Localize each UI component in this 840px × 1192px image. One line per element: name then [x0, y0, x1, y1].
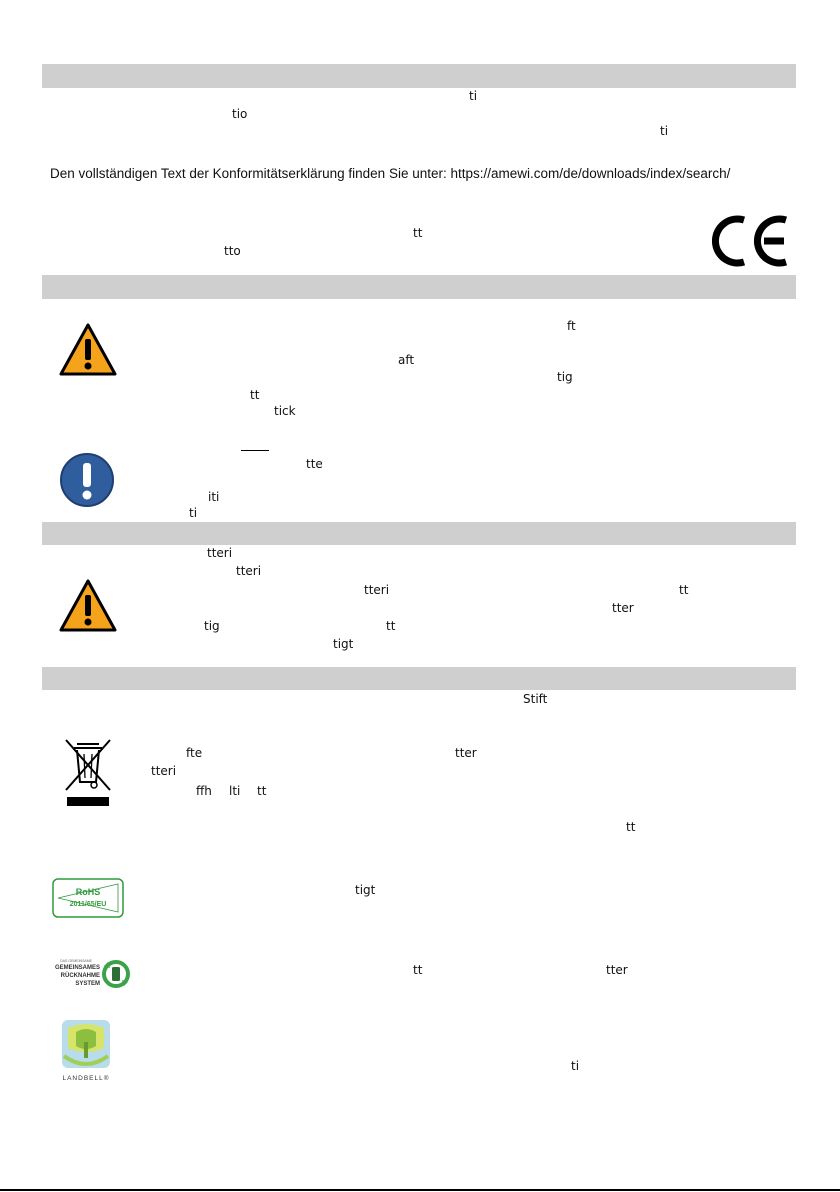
- text-fragment: tter: [455, 746, 477, 760]
- text-fragment: tteri: [236, 564, 262, 578]
- ce-mark-icon: [712, 214, 792, 272]
- text-fragment: fte: [186, 746, 203, 760]
- text-fragment: ti: [660, 124, 669, 138]
- grs-line1: GEMEINSAMES: [54, 965, 100, 971]
- text-fragment: tte: [306, 457, 323, 471]
- text-fragment: Stift: [523, 692, 548, 706]
- crossed-bin-icon: [64, 738, 112, 812]
- text-fragment: aft: [398, 353, 415, 367]
- text-fragment: tig: [557, 370, 573, 384]
- text-fragment: tigt: [333, 637, 354, 651]
- text-fragment: ft: [567, 319, 576, 333]
- text-fragment: tt: [413, 963, 423, 977]
- landbell-label: LANDBELL®: [62, 1075, 110, 1082]
- text-fragment: iti: [208, 490, 220, 504]
- underline-rule: [241, 450, 269, 451]
- warning-triangle-icon: [58, 578, 118, 638]
- grs-logo-icon: [48, 956, 130, 996]
- section-bar-conformity: [42, 64, 796, 88]
- text-fragment: ti: [189, 506, 198, 520]
- conformity-declaration-text: Den vollständigen Text der Konformitätserklärung finden Sie unter: https://amewi.com/de/downloads/index/search/: [50, 166, 731, 181]
- page-bottom-rule: [0, 1189, 840, 1191]
- text-fragment: tig: [204, 619, 220, 633]
- text-fragment: tt: [250, 388, 260, 402]
- text-fragment: tick: [274, 404, 296, 418]
- text-fragment: tt: [257, 784, 267, 798]
- text-fragment: tio: [232, 107, 248, 121]
- text-fragment: ti: [571, 1059, 580, 1073]
- grs-line0: DAS GEMEINSAME: [60, 959, 92, 963]
- text-fragment: tter: [606, 963, 628, 977]
- text-fragment: tteri: [151, 764, 177, 778]
- text-fragment: tigt: [355, 883, 376, 897]
- rohs-label: RoHS: [75, 887, 101, 897]
- grs-line2: RÜCKNAHME: [60, 973, 100, 979]
- section-bar-battery: [42, 522, 796, 545]
- text-fragment: tt: [679, 583, 689, 597]
- grs-line3: SYSTEM: [75, 981, 100, 987]
- landbell-logo-icon: [56, 1016, 122, 1088]
- mandatory-notice-icon: [59, 452, 115, 512]
- text-fragment: ti: [469, 89, 478, 103]
- rohs-directive: 2011/65/EU: [69, 901, 107, 908]
- section-bar-disposal: [42, 667, 796, 690]
- text-fragment: tt: [386, 619, 396, 633]
- text-fragment: tto: [224, 244, 241, 258]
- text-fragment: tter: [612, 601, 634, 615]
- text-fragment: tteri: [207, 546, 233, 560]
- text-fragment: ffh: [196, 784, 212, 798]
- text-fragment: tt: [626, 820, 636, 834]
- text-fragment: tt: [413, 226, 423, 240]
- text-fragment: lti: [229, 784, 241, 798]
- warning-triangle-icon: [58, 322, 118, 382]
- text-fragment: tteri: [364, 583, 390, 597]
- rohs-badge-icon: [52, 878, 124, 922]
- section-bar-safety: [42, 275, 796, 299]
